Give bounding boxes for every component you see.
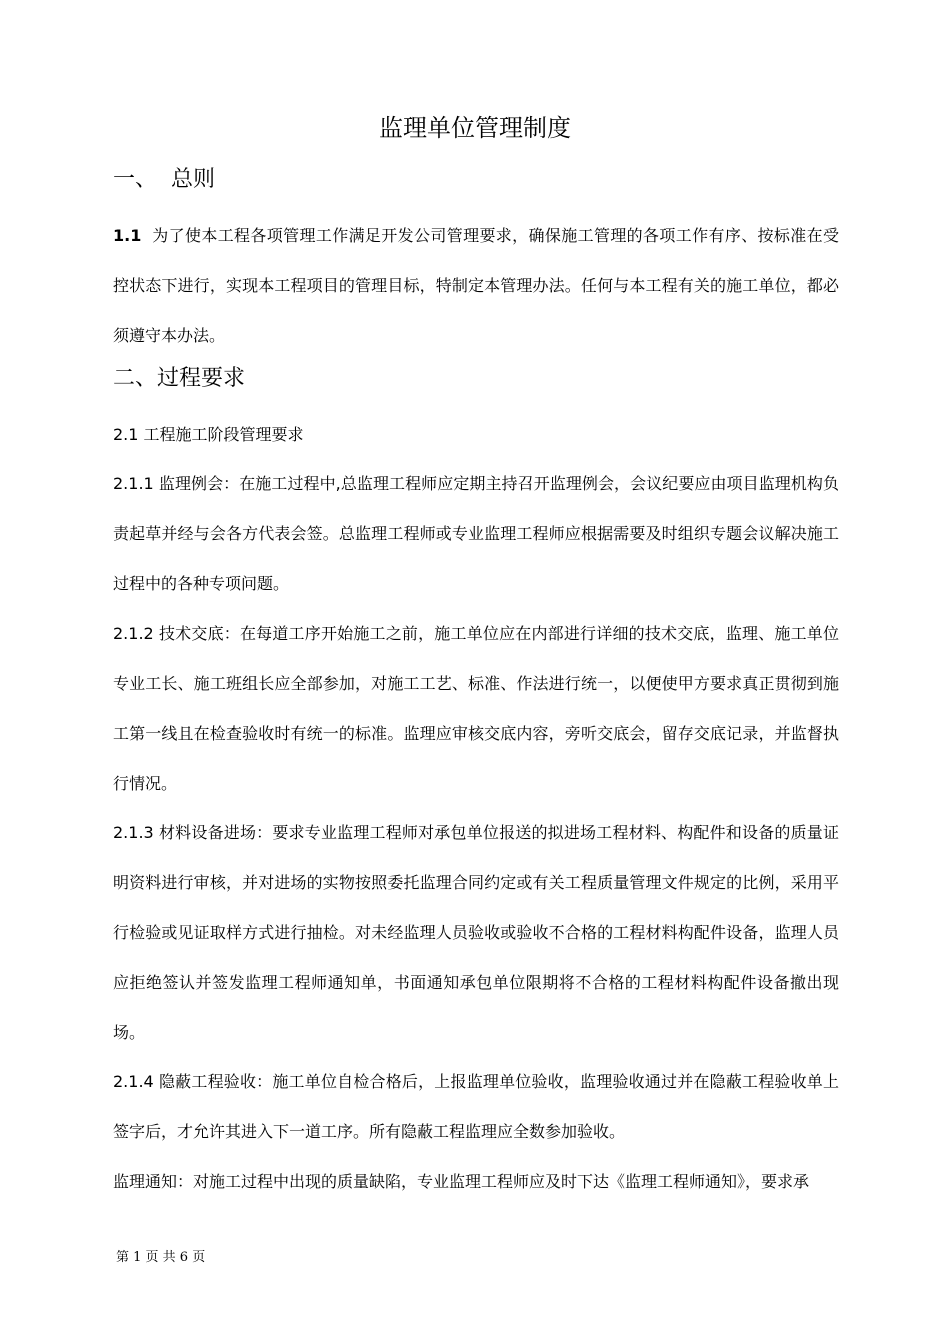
document-title: 监理单位管理制度 bbox=[379, 114, 571, 142]
paragraph-2-1-2: 2.1.2 技术交底：在每道工序开始施工之前，施工单位应在内部进行详细的技术交底，监理、施工单位专业工长、施工班组长应全部参加，对施工工艺、标准、作法进行统一，以便使甲方要求真正贯彻到施工第一线且在检查验收时有统一的标准。监理应审核交底内容，旁听交底会，留存交底记录，并监督执行情况。 bbox=[113, 624, 839, 793]
section-number: 一、 bbox=[113, 167, 158, 192]
sub-heading-2-1: 2.1 工程施工阶段管理要求 bbox=[113, 425, 304, 444]
paragraph-2-1-3: 2.1.3 材料设备进场：要求专业监理工程师对承包单位报送的拟进场工程材料、构配件和设备的质量证明资料进行审核，并对进场的实物按照委托监理合同约定或有关工程质量管理文件规定的比例，采用平行检验或见证取样方式进行抽检。对未经监理人员验收或验收不合格的工程材料构配件设备，监理人员应拒绝签认并签发监理工程师通知单，书面通知承包单位限期将不合格的工程材料构配件设备撤出现场。 bbox=[113, 823, 839, 1042]
section-heading-process: 二、过程要求 bbox=[113, 366, 246, 391]
section-heading-text: 总则 bbox=[171, 167, 216, 192]
paragraph-2-1-1: 2.1.1 监理例会：在施工过程中,总监理工程师应定期主持召开监理例会，会议纪要应由项目监理机构负责起草并经与会各方代表会签。总监理工程师或专业监理工程师应根据需要及时组织专题会议解决施工过程中的各种专项问题。 bbox=[113, 474, 839, 593]
paragraph-2-1-4: 2.1.4 隐蔽工程验收：施工单位自检合格后，上报监理单位验收，监理验收通过并在隐蔽工程验收单上签字后，才允许其进入下一道工序。所有隐蔽工程监理应全数参加验收。 bbox=[113, 1072, 839, 1141]
paragraph-label: 1.1 bbox=[113, 226, 142, 245]
page-footer: 第 1 页 共 6 页 bbox=[116, 1250, 206, 1265]
paragraph-1-1 bbox=[113, 211, 839, 361]
section-heading-general bbox=[113, 164, 215, 196]
paragraph-notice: 监理通知：对施工过程中出现的质量缺陷，专业监理工程师应及时下达《监理工程师通知》，要求承 bbox=[113, 1172, 810, 1191]
paragraph-text: 为了使本工程各项管理工作满足开发公司管理要求，确保施工管理的各项工作有序、按标准在受控状态下进行，实现本工程项目的管理目标，特制定本管理办法。任何与本工程有关的施工单位，都必须遵守本办法。 bbox=[113, 226, 840, 345]
